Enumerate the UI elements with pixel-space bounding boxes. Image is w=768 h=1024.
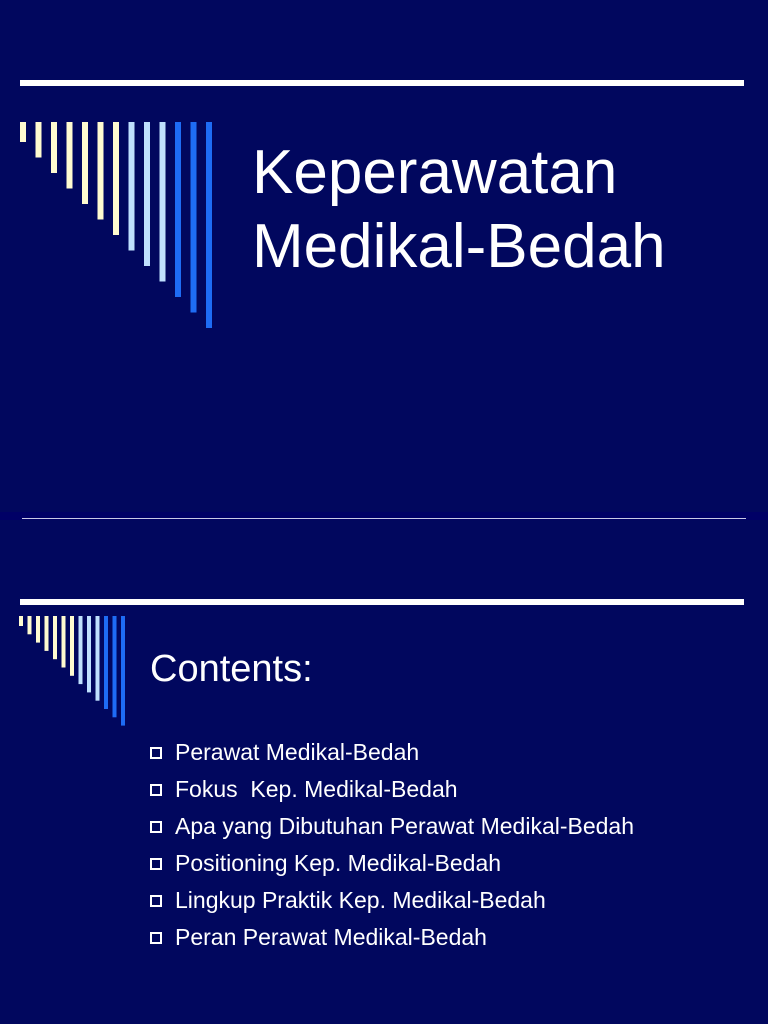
title-line-1: Keperawatan	[252, 138, 618, 207]
decorative-bar	[121, 616, 125, 726]
decorative-bar	[206, 122, 212, 328]
decorative-bars	[0, 0, 230, 340]
list-item	[150, 734, 634, 771]
contents-heading: Contents:	[150, 648, 313, 690]
decorative-bar	[129, 122, 135, 251]
square-bullet-icon	[150, 932, 162, 944]
title-line-2: Medikal-Bedah	[252, 212, 666, 281]
decorative-bar	[53, 616, 57, 659]
list-item	[150, 882, 634, 919]
list-item-label: Apa yang Dibutuhan Perawat Medikal-Bedah	[175, 813, 635, 839]
list-item	[150, 845, 634, 882]
list-item-label: Lingkup Praktik Kep. Medikal-Bedah	[175, 887, 546, 913]
decorative-bar	[67, 122, 73, 189]
list-item-label: Perawat Medikal-Bedah	[175, 739, 420, 765]
square-bullet-icon	[150, 784, 162, 796]
decorative-bar	[28, 616, 32, 634]
decorative-bar	[191, 122, 197, 313]
contents-list	[150, 734, 634, 956]
decorative-bar	[19, 616, 23, 626]
decorative-bar	[160, 122, 166, 282]
square-bullet-icon	[150, 895, 162, 907]
list-item-label: Fokus Kep. Medikal-Bedah	[175, 776, 458, 802]
decorative-bar	[36, 122, 42, 158]
decorative-bar	[96, 616, 100, 701]
decorative-bar	[70, 616, 74, 676]
list-item	[150, 808, 634, 845]
square-bullet-icon	[150, 747, 162, 759]
list-item-label: Positioning Kep. Medikal-Bedah	[175, 850, 502, 876]
decorative-bar	[144, 122, 150, 266]
decorative-bar	[36, 616, 40, 643]
contents-slide	[0, 520, 768, 1024]
decorative-bar	[87, 616, 91, 692]
decorative-bar	[175, 122, 181, 297]
decorative-bar	[113, 616, 117, 717]
square-bullet-icon	[150, 821, 162, 833]
list-item	[150, 771, 634, 808]
list-item-label: Peran Perawat Medikal-Bedah	[175, 924, 487, 950]
slide-title	[252, 136, 666, 284]
decorative-bars	[0, 520, 130, 740]
decorative-bar	[51, 122, 57, 173]
list-item	[150, 919, 634, 956]
slide-divider	[22, 518, 746, 519]
decorative-bar	[82, 122, 88, 204]
decorative-bar	[104, 616, 108, 709]
square-bullet-icon	[150, 858, 162, 870]
decorative-bar	[113, 122, 119, 235]
decorative-bar	[98, 122, 104, 220]
decorative-bar	[62, 616, 66, 668]
decorative-bar	[20, 122, 26, 142]
decorative-bar	[79, 616, 83, 684]
decorative-bar	[45, 616, 49, 651]
